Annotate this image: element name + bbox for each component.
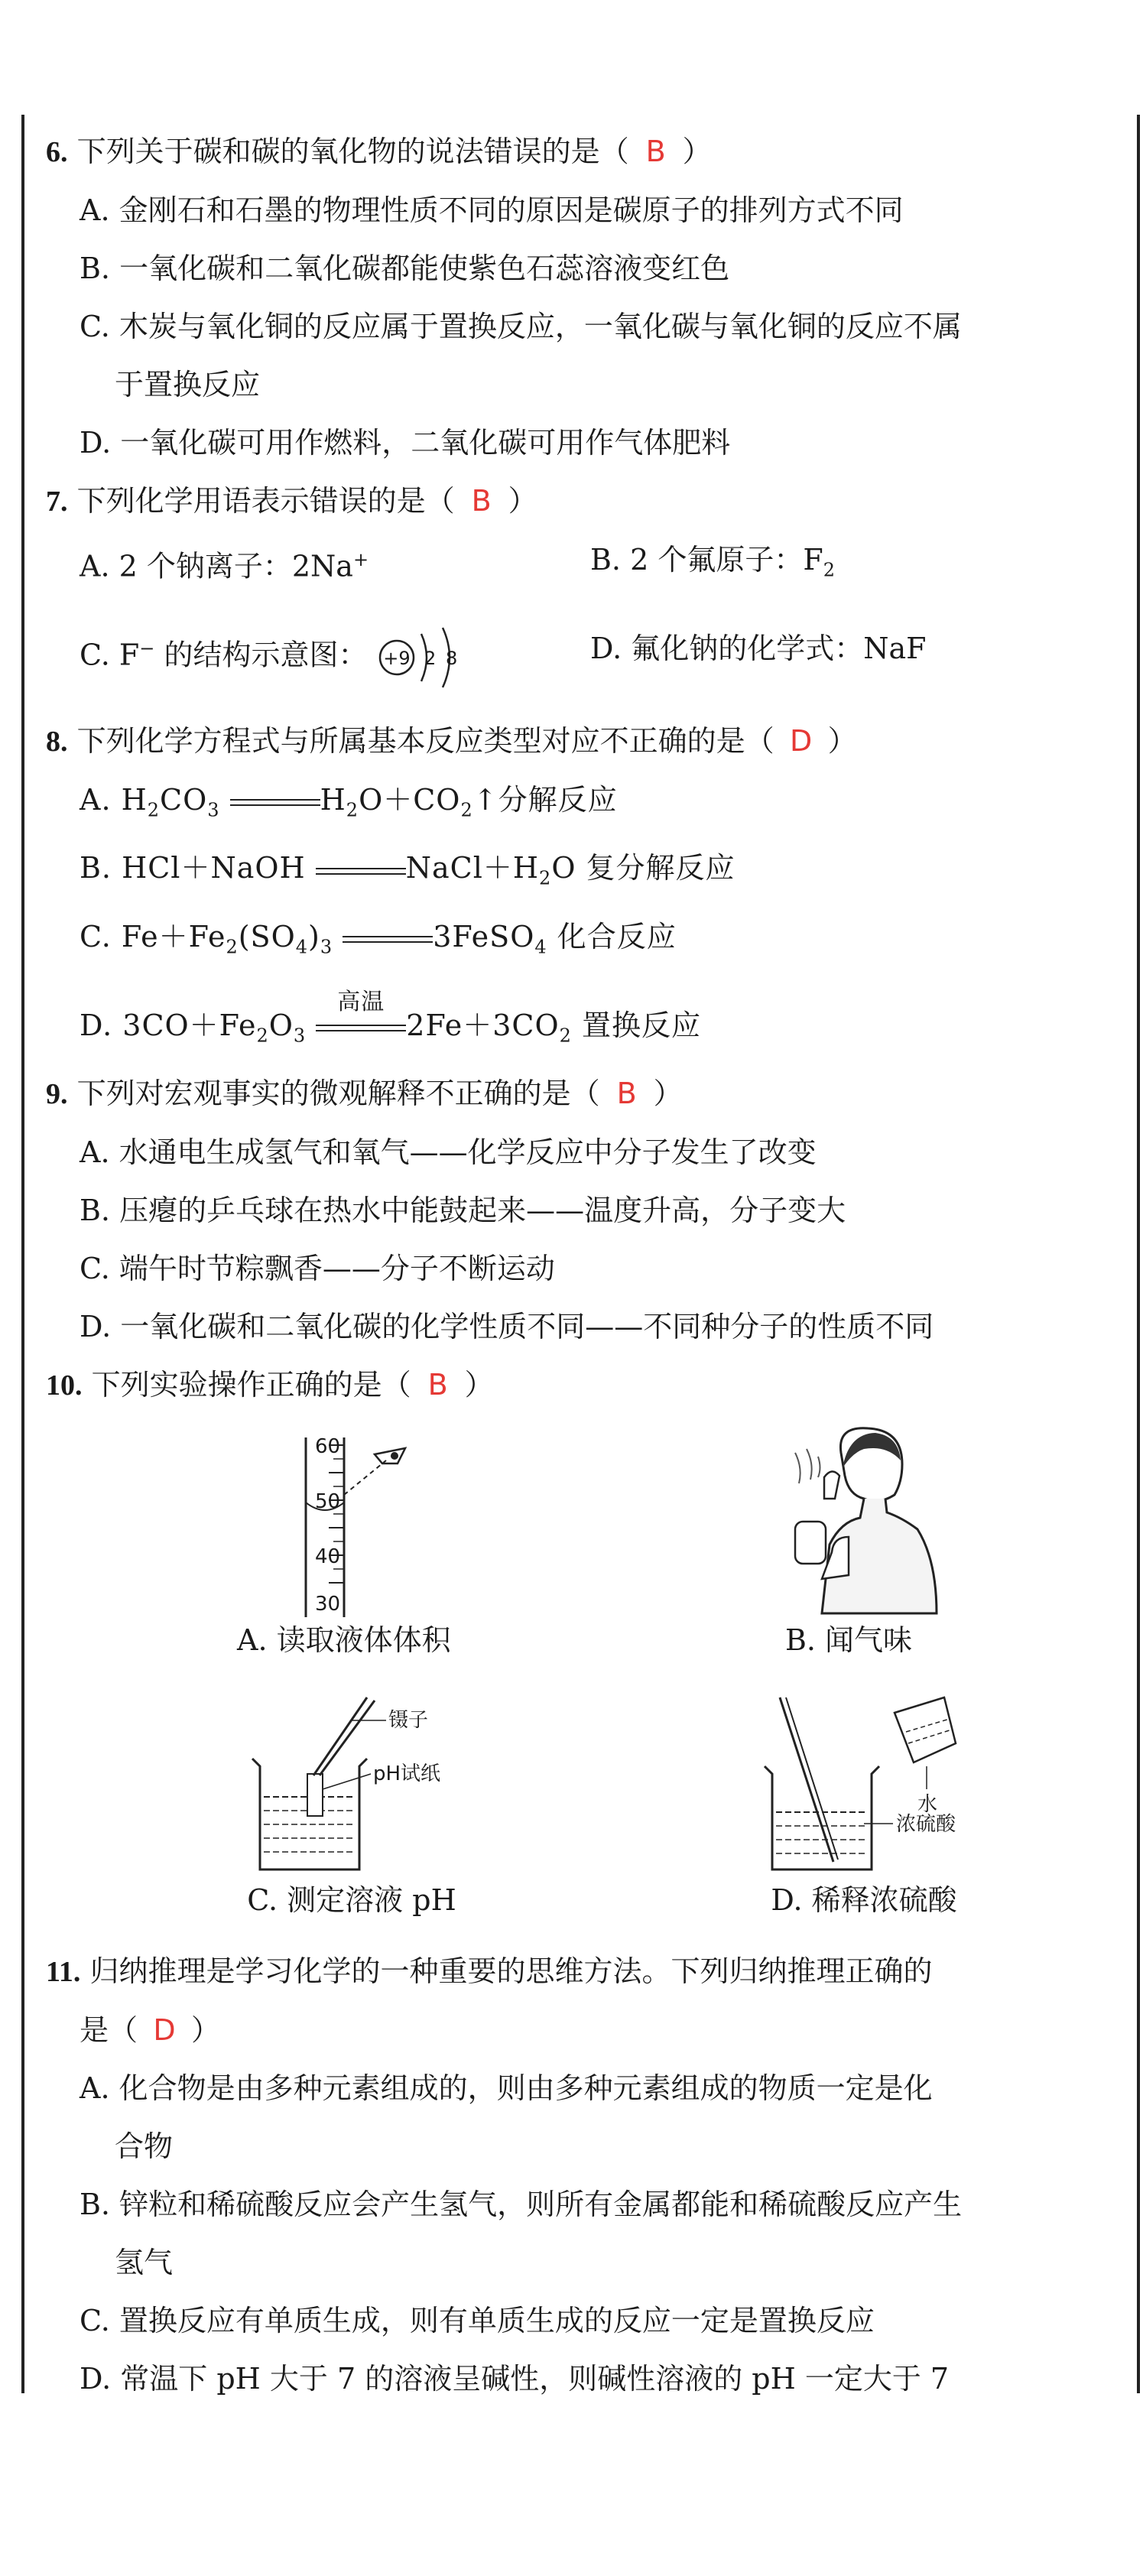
equals-sign: [343, 931, 433, 947]
nucleus-charge: +9: [382, 647, 411, 669]
stem-text: 下列化学用语表示错误的是（: [76, 484, 455, 518]
stem-text-end: ）: [191, 2013, 221, 2048]
figure-a-caption: A. 读取液体体积: [237, 1623, 451, 1658]
reaction-type: 复分解反应: [586, 851, 735, 885]
eye-icon: [375, 1448, 405, 1463]
reaction-type: 化合反应: [557, 919, 677, 953]
option-c: C. $Fe+Fe_2(SO_4)_3$ 3FeSO$_4$ 化合反应: [80, 919, 677, 958]
option-d: D. 氟化钠的化学式：NaF: [590, 631, 927, 665]
tick-label: 30: [314, 1593, 340, 1616]
question-number: 10.: [46, 1369, 83, 1402]
stem-text: 下列对宏观事实的微观解释不正确的是（: [76, 1077, 600, 1111]
acid-label: 浓硫酸: [896, 1813, 956, 1837]
question-page: [46, 122, 1101, 2408]
reaction-type: 置换反应: [582, 1008, 702, 1042]
option-b-text: B. 2 个氟原子：F: [590, 543, 823, 577]
tweezers-label: 镊子: [388, 1709, 429, 1733]
option-d-label: D. 3CO＋Fe: [80, 1008, 257, 1042]
question-6-stem: [46, 122, 1101, 181]
ph-paper-label: pH试纸: [373, 1762, 441, 1786]
ion-structure-diagram: [377, 623, 469, 692]
stem-text: 归纳推理是学习化学的一种重要的思维方法。下列归纳推理正确的: [89, 1954, 933, 1989]
figure-a: [237, 1430, 451, 1659]
figure-c: [237, 1690, 466, 1919]
figure-b: [749, 1422, 948, 1659]
option-a: A. 化合物是由多种元素组成的，则由多种元素组成的物质一定是化: [80, 2071, 933, 2106]
option-a: A. 水通电生成氢气和氧气——化学反应中分子发生了改变: [80, 1135, 817, 1170]
option-b-label: B. HCl＋NaOH: [80, 851, 306, 885]
figure-d: [749, 1690, 979, 1919]
stem-text-end: ）: [682, 135, 712, 168]
dilution-illustration: [749, 1690, 979, 1881]
tick-label: 40: [314, 1545, 340, 1569]
experiment-figures: [122, 1415, 1101, 1942]
question-10: [46, 1356, 1101, 1942]
charge-sup: +: [352, 549, 369, 570]
question-number: 6.: [46, 136, 68, 168]
figure-b-caption: B. 闻气味: [784, 1623, 913, 1658]
option-c-text-2: 的结构示意图：: [154, 638, 368, 672]
question-8-stem: [46, 712, 1101, 771]
option-b: B. 锌粒和稀硫酸反应会产生氢气，则所有金属都能和稀硫酸反应产生: [80, 2188, 963, 2222]
answer-mark: B: [645, 135, 666, 168]
question-number: 8.: [46, 725, 68, 758]
stem-text-2: 是（: [80, 2013, 138, 2048]
answer-mark: D: [789, 723, 813, 758]
equals-sign: [230, 794, 320, 810]
figure-d-caption: D. 稀释浓硫酸: [771, 1883, 957, 1918]
reaction-type: 分解反应: [498, 782, 618, 817]
option-c: C. 端午时节粽飘香——分子不断运动: [80, 1252, 555, 1286]
option-c: C. 木炭与氧化铜的反应属于置换反应，一氧化碳与氧化铜的反应不属: [80, 310, 962, 343]
option-d: D. 一氧化碳和二氧化碳的化学性质不同——不同种分子的性质不同: [80, 1310, 934, 1344]
option-a-label: A. H: [80, 782, 148, 817]
option-c-text: C. F: [80, 638, 140, 672]
option-c: C. 置换反应有单质生成，则有单质生成的反应一定是置换反应: [80, 2304, 875, 2338]
option-a-continued: 合物: [115, 2129, 174, 2164]
answer-mark: B: [427, 1368, 448, 1402]
option-a-text: A. 2 个钠离子：2Na: [80, 549, 353, 583]
ph-test-illustration: [237, 1690, 466, 1881]
option-c-label: C. Fe＋Fe: [80, 919, 226, 953]
answer-mark: D: [153, 2013, 176, 2048]
question-7: [46, 472, 1101, 692]
question-number: 7.: [46, 486, 68, 518]
stem-text: 下列关于碳和碳的氧化物的说法错误的是（: [76, 135, 629, 168]
option-d: D. 一氧化碳可用作燃料，二氧化碳可用作气体肥料: [80, 426, 731, 460]
person-smelling-illustration: [749, 1422, 948, 1621]
question-11: [46, 1942, 1101, 2408]
question-9: [46, 1064, 1101, 1356]
equals-sign-with-condition: [316, 989, 406, 1035]
question-number: 11.: [46, 1956, 81, 1989]
answer-mark: B: [471, 484, 492, 518]
question-10-stem: [46, 1356, 1101, 1415]
graduated-cylinder-illustration: [260, 1430, 428, 1621]
stem-text: 下列化学方程式与所属基本反应类型对应不正确的是（: [76, 723, 774, 758]
question-6: [46, 122, 1101, 472]
option-a: [80, 531, 590, 599]
shell-2-electrons: 8: [445, 647, 457, 669]
option-d: D. $3CO+Fe_2O_3$ 高温 $2Fe+3CO_2$ 置换反应: [80, 989, 702, 1047]
stem-text-end: ）: [464, 1368, 494, 1402]
charge-sup: −: [139, 637, 155, 659]
equals-sign: [316, 863, 406, 879]
option-b: [590, 531, 1101, 599]
figure-c-caption: C. 测定溶液 pH: [247, 1883, 456, 1918]
shell-1-electrons: 2: [424, 647, 436, 669]
subscript: 2: [823, 559, 835, 581]
option-a: A. 金刚石和石墨的物理性质不同的原因是碳原子的排列方式不同: [80, 193, 904, 227]
option-b: B. HCl＋NaOH $NaCl+H_2O$ 复分解反应: [80, 851, 735, 889]
answer-mark: B: [616, 1077, 637, 1111]
question-number: 9.: [46, 1078, 68, 1111]
question-8: [46, 712, 1101, 1064]
stem-text-end: ）: [653, 1077, 683, 1111]
question-11-stem-continued: [46, 2001, 1101, 2059]
reaction-condition: 高温: [337, 989, 385, 1016]
question-11-stem: [46, 1942, 1101, 2001]
stem-text-end: ）: [508, 484, 537, 518]
question-7-stem: [46, 472, 1101, 531]
option-a: A. $H_2CO_3$ $H_2O+CO_2↑$分解反应: [80, 782, 618, 821]
option-b-continued: 氢气: [115, 2246, 174, 2280]
option-c-continued: 于置换反应: [115, 368, 261, 401]
question-9-stem: [46, 1064, 1101, 1123]
option-d: D. 常温下 pH 大于 7 的溶液呈碱性，则碱性溶液的 pH 一定大于 7: [80, 2362, 950, 2396]
tick-label: 60: [314, 1435, 340, 1459]
option-b: B. 一氧化碳和二氧化碳都能使紫色石蕊溶液变红色: [80, 252, 730, 285]
stem-text-end: ）: [827, 723, 857, 758]
option-c: [80, 619, 590, 692]
water-label: 水: [917, 1793, 938, 1817]
stem-text: 下列实验操作正确的是（: [91, 1368, 411, 1402]
tick-label: 50: [314, 1490, 340, 1514]
option-b: B. 压瘪的乒乓球在热水中能鼓起来——温度升高，分子变大: [80, 1194, 846, 1228]
